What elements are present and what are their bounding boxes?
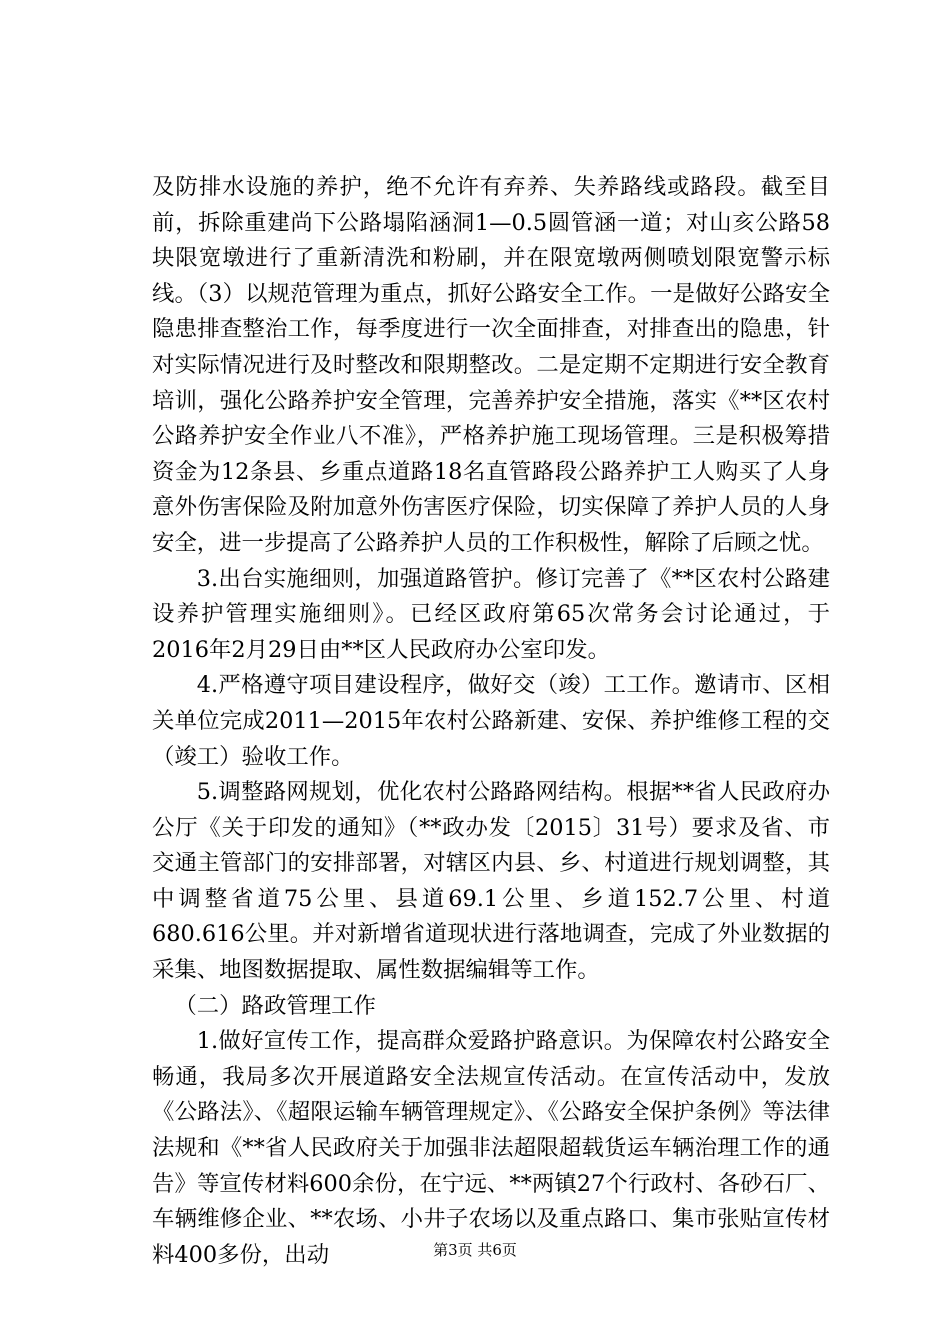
document-body	[152, 170, 830, 1273]
paragraph-item-1: 1.做好宣传工作，提高群众爱路护路意识。为保障农村公路安全畅通，我局多次开展道路安全法规宣传活动。在宣传活动中，发放《公路法》、《超限运输车辆管理规定》、《公路安全保护条例》等法律法规和《**省人民政府关于加强非法超限超载货运车辆治理工作的通告》等宣传材料600余份，在宁远、**两镇27个行政村、各砂石厂、车辆维修企业、**农场、小井子农场以及重点路口、集市张贴宣传材料400多份，出动	[152, 1028, 830, 1268]
section-heading: （二）路政管理工作	[174, 992, 376, 1019]
paragraph-item-3: 3.出台实施细则，加强道路管护。修订完善了《**区农村公路建设养护管理实施细则》。已经区政府第65次常务会讨论通过，于2016年2月29日由**区人民政府办公室印发。	[152, 565, 830, 663]
page-footer: 第3页 共6页	[433, 1241, 517, 1259]
paragraph-continuation: 及防排水设施的养护，绝不允许有弃养、失养路线或路段。截至目前，拆除重建尚下公路塌陷涵洞1—0.5圆管涵一道；对山亥公路58块限宽墩进行了重新清洗和粉刷，并在限宽墩两侧喷划限宽警示标线。（3）以规范管理为重点，抓好公路安全工作。一是做好公路安全隐患排查整治工作，每季度进行一次全面排查，对排查出的隐患，针对实际情况进行及时整改和限期整改。二是定期不定期进行安全教育培训，强化公路养护安全管理，完善养护安全措施，落实《**区农村公路养护安全作业八不准》，严格养护施工现场管理。三是积极筹措资金为12条县、乡重点道路18名直管路段公路养护工人购买了人身意外伤害保险及附加意外伤害医疗保险，切实保障了养护人员的人身安全，进一步提高了公路养护人员的工作积极性，解除了后顾之忧。	[152, 174, 830, 556]
paragraph-item-4: 4.严格遵守项目建设程序，做好交（竣）工工作。邀请市、区相关单位完成2011—2015年农村公路新建、安保、养护维修工程的交（竣工）验收工作。	[152, 672, 830, 770]
paragraph-item-5: 5.调整路网规划，优化农村公路路网结构。根据**省人民政府办公厅《关于印发的通知》（**政办发〔2015〕31号）要求及省、市交通主管部门的安排部署，对辖区内县、乡、村道进行规划调整，其中调整省道75公里、县道69.1公里、乡道152.7公里、村道680.616公里。并对新增省道现状进行落地调查，完成了外业数据的采集、地图数据提取、属性数据编辑等工作。	[152, 779, 830, 984]
